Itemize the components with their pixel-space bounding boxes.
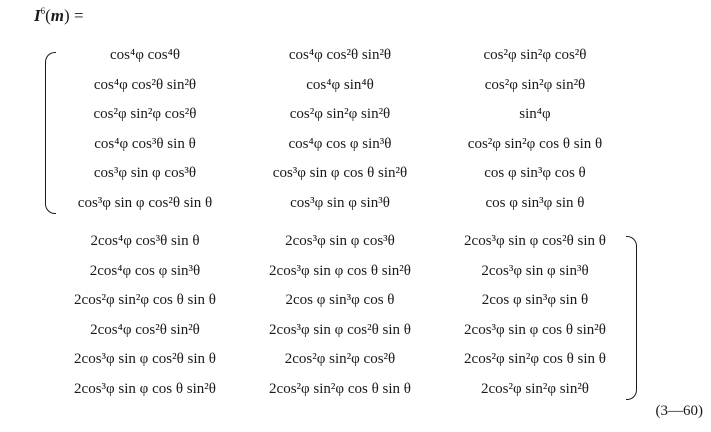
matrix-row (0, 188, 711, 218)
matrix-entry: cos⁴φ cos³θ sin θ (94, 135, 196, 152)
equation-number: (3—60) (655, 403, 703, 419)
matrix-entry: 2cos²φ sin²φ cos θ sin θ (74, 292, 216, 308)
lhs-relation: = (73, 6, 84, 25)
matrix-row (0, 129, 711, 159)
matrix-entry: 2cos²φ sin²φ cos θ sin θ (464, 351, 606, 367)
matrix-row (0, 285, 711, 315)
matrix-entry: 2cos φ sin³φ cos θ (285, 292, 395, 308)
matrix-entry: cos²φ sin²φ cos θ sin θ (467, 135, 603, 152)
matrix-entry: 2cos³φ sin φ cos³θ (285, 233, 395, 249)
matrix-entry: cos⁴φ cos φ sin³θ (288, 135, 392, 152)
matrix-entry: 2cos³φ sin φ cos θ sin²θ (74, 380, 216, 397)
matrix-entry: cos φ sin³φ sin θ (485, 194, 585, 211)
matrix-entry: 2cos²φ sin²φ sin²θ (481, 380, 589, 397)
matrix-row (0, 70, 711, 100)
matrix-row (0, 226, 711, 256)
matrix-entry: 2cos³φ sin φ cos²θ sin θ (74, 351, 216, 367)
matrix-row (0, 374, 711, 404)
matrix-entry: cos⁴φ cos²θ sin²θ (288, 47, 392, 63)
matrix-entry: 2cos³φ sin φ cos²θ sin θ (464, 233, 606, 249)
matrix-entry: cos⁴φ cos²θ sin²θ (93, 76, 197, 93)
matrix-entry: cos²φ sin²φ sin²θ (484, 76, 586, 93)
matrix-entry: cos²φ sin²φ cos²θ (483, 47, 587, 63)
matrix-row (0, 99, 711, 129)
matrix-entry: 2cos⁴φ cos³θ sin θ (90, 233, 200, 249)
matrix-entry: cos⁴φ cos⁴θ (109, 47, 181, 63)
matrix-row (0, 158, 711, 188)
lhs-symbol: I (34, 6, 41, 25)
matrix-entry: 2cos³φ sin φ cos²θ sin θ (269, 321, 411, 338)
lhs-argument: m (50, 6, 65, 25)
matrix-entry: cos³φ sin φ cos³θ (93, 165, 197, 181)
matrix-row (0, 315, 711, 345)
matrix-entry: cos³φ sin φ cos²θ sin θ (77, 194, 213, 211)
matrix-entry: cos⁴φ sin⁴θ (306, 76, 374, 93)
matrix-entry: cos²φ sin²φ cos²θ (93, 106, 197, 122)
equation-lhs: $I^6(m)$ = (34, 6, 84, 25)
matrix-entry: 2cos³φ sin φ cos θ sin²θ (464, 321, 606, 338)
matrix-entry: 2cos⁴φ cos²θ sin²θ (90, 321, 200, 338)
matrix-entry: 2cos²φ sin²φ cos²θ (284, 351, 396, 367)
matrix-entry: sin⁴φ (519, 106, 551, 122)
lhs-superscript: 6 (40, 6, 46, 16)
matrix-entry: 2cos φ sin³φ sin θ (481, 292, 589, 308)
matrix-row (0, 256, 711, 286)
matrix-entry: 2cos³φ sin φ cos θ sin²θ (269, 262, 411, 279)
matrix-row (0, 40, 711, 70)
matrix-entry: cos³φ sin φ sin³θ (290, 194, 390, 211)
matrix-row (0, 344, 711, 374)
matrix-entry: 2cos²φ sin²φ cos θ sin θ (269, 380, 411, 397)
matrix-entry: 2cos⁴φ cos φ sin³θ (89, 262, 201, 279)
matrix-entry: 2cos³φ sin φ sin³θ (481, 262, 589, 279)
matrix-entry: cos³φ sin φ cos θ sin²θ (272, 165, 408, 181)
matrix-entry: cos φ sin³φ cos θ (484, 165, 586, 181)
matrix-entry: cos²φ sin²φ sin²θ (289, 106, 391, 122)
